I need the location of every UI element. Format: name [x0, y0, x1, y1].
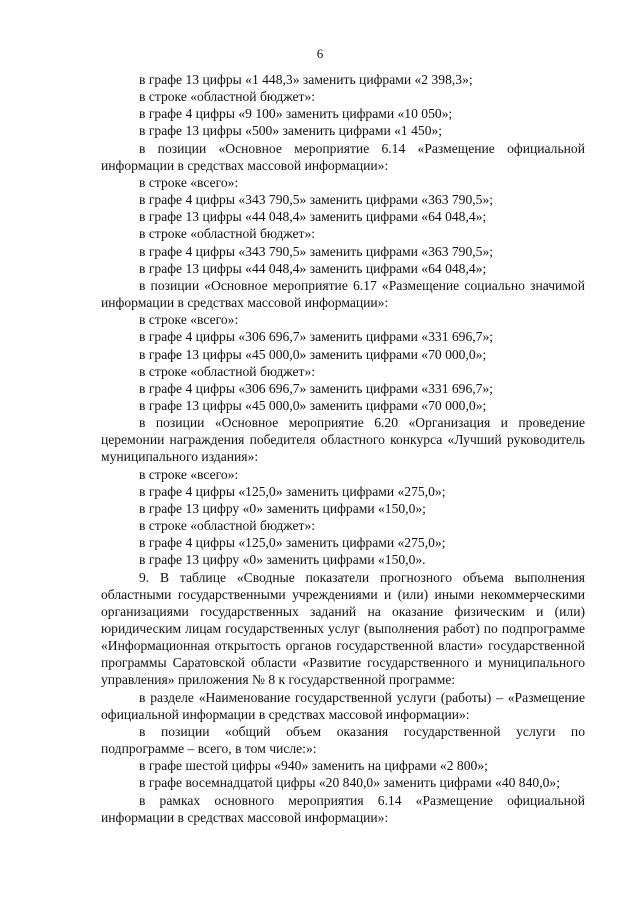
paragraph: в графе восемнадцатой цифры «20 840,0» заменить цифрами «40 840,0»; — [139, 775, 560, 791]
paragraph: в позиции «Основное мероприятие 6.17 «Размещение социально значимой информации в средствах массовой информации»: — [101, 277, 585, 311]
paragraph: в графе 4 цифры «125,0» заменить цифрами «275,0»; — [139, 535, 446, 551]
paragraph: в графе 4 цифры «343 790,5» заменить цифрами «363 790,5»; — [139, 243, 494, 259]
paragraph: в графе 13 цифру «0» заменить цифрами «150,0». — [139, 552, 426, 568]
paragraph: в рамках основного мероприятия 6.14 «Размещение официальной информации в средствах массовой информации»: — [101, 792, 585, 825]
paragraph: в графе 4 цифры «343 790,5» заменить цифрами «363 790,5»; — [139, 192, 494, 208]
paragraph: в графе 13 цифры «45 000,0» заменить цифрами «70 000,0»; — [139, 346, 487, 362]
paragraph: в позиции «Основное мероприятие 6.14 «Размещение официальной информации в средствах массовой информации»: — [101, 140, 585, 173]
paragraph: в строке «областной бюджет»: — [139, 226, 316, 242]
paragraph: в строке «областной бюджет»: — [139, 89, 316, 105]
paragraph: в строке «всего»: — [139, 466, 239, 482]
paragraph: в графе 4 цифры «9 100» заменить цифрами «10 050»; — [139, 106, 453, 122]
paragraph: в графе 13 цифры «44 048,4» заменить цифрами «64 048,4»; — [139, 209, 487, 225]
paragraph: в графе 13 цифры «45 000,0» заменить цифрами «70 000,0»; — [139, 397, 487, 413]
paragraph: в графе шестой цифры «940» заменить на цифрами «2 800»; — [139, 758, 488, 774]
paragraph: в строке «всего»: — [139, 174, 239, 190]
paragraph: в разделе «Наименование государственной услуги (работы) – «Размещение официальной информации в средствах массовой информации»: — [101, 689, 585, 722]
paragraph: в графе 4 цифры «306 696,7» заменить цифрами «331 696,7»; — [139, 329, 494, 345]
paragraph: в графе 13 цифру «0» заменить цифрами «150,0»; — [139, 500, 426, 516]
paragraph: в графе 13 цифры «44 048,4» заменить цифрами «64 048,4»; — [139, 260, 487, 276]
paragraph: 9. В таблице «Сводные показатели прогнозного объема выполнения областными государственными учреждениями и (или) иными некоммерческими организациями государственных заданий на оказание физическим и (или) юридическим лицам государственных услуг (выполнения работ) по подпрограмме «Информационная открытость органов государственной власти» государственной программы Саратовской области «Развитие государственного и муниципального управления» приложения № 8 к государственной программе: — [101, 569, 585, 688]
paragraph: в графе 4 цифры «306 696,7» заменить цифрами «331 696,7»; — [139, 380, 494, 396]
paragraph: в графе 13 цифры «500» заменить цифрами «1 450»; — [139, 123, 443, 139]
paragraph: в строке «областной бюджет»: — [139, 518, 316, 534]
document-body — [101, 71, 585, 826]
page-number: 6 — [316, 46, 324, 61]
paragraph: в позиции «Основное мероприятие 6.20 «Организация и проведение церемонии награждения победителя областного конкурса «Лучший руководитель муниципального издания»: — [101, 415, 585, 465]
paragraph: в графе 4 цифры «125,0» заменить цифрами «275,0»; — [139, 483, 446, 499]
paragraph: в строке «всего»: — [139, 312, 239, 328]
paragraph: в графе 13 цифры «1 448,3» заменить цифрами «2 398,3»; — [139, 72, 473, 87]
paragraph: в строке «областной бюджет»: — [139, 363, 316, 379]
paragraph: в позиции «общий объем оказания государственной услуги по подпрограмме – всего, в том числе:»: — [101, 723, 585, 757]
